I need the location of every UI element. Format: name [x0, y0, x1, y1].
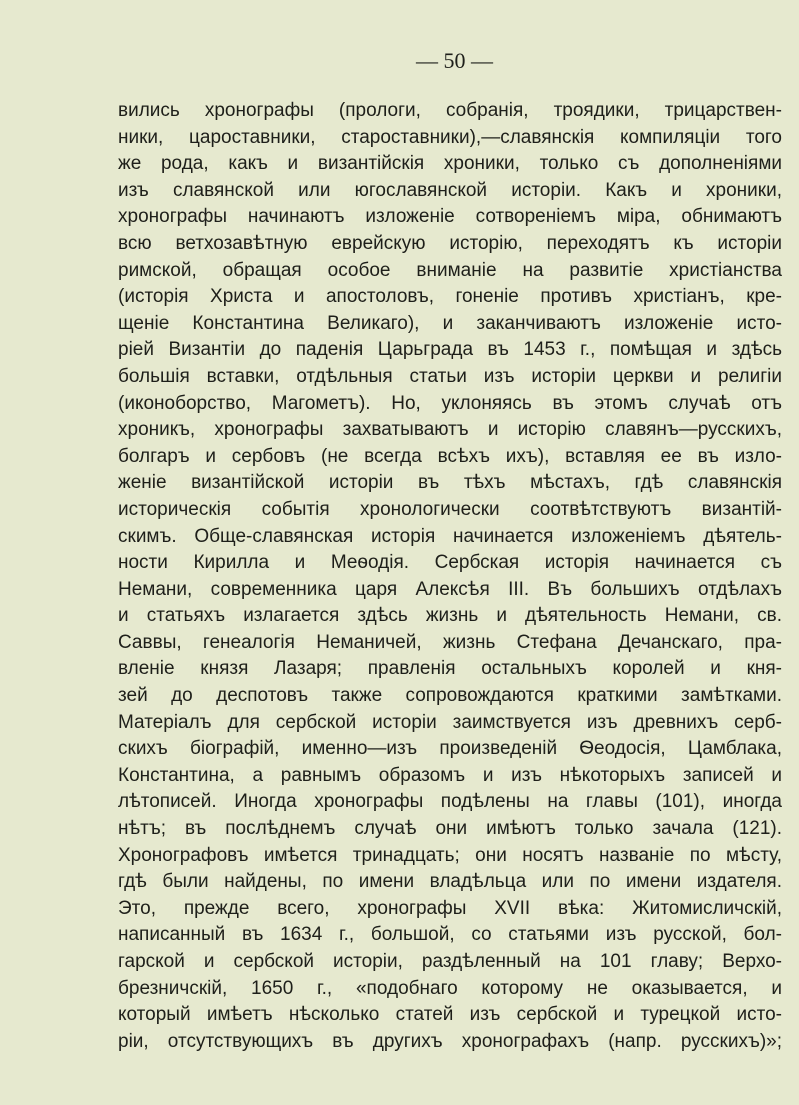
text-line: скимъ. Обще-славянская исторія начинается изложеніемъ дѣятель-: [118, 525, 782, 547]
text-line: же рода, какъ и византійскія хроники, только съ дополненіями: [118, 153, 782, 175]
text-line: вленіе князя Лазаря; правленія остальныхъ королей и кня-: [118, 658, 782, 680]
text-line: хронографы начинаютъ изложеніе сотвореніемъ міра, обнимаютъ: [118, 206, 782, 228]
text-line: вились хронографы (прологи, собранія, троядики, трицарствен-: [118, 100, 782, 121]
text-line: (исторія Христа и апостоловъ, гоненіе противъ христіанъ, кре-: [118, 286, 782, 308]
text-line: ники, цароставники, староставники),—славянскія компиляціи того: [118, 126, 782, 148]
text-line: болгаръ и сербовъ (не всегда всѣхъ ихъ), вставляя ее въ изло-: [118, 445, 782, 467]
text-line: историческія событія хронологически соотвѣтствуютъ византій-: [118, 498, 782, 520]
text-line: лѣтописей. Иногда хронографы подѣлены на главы (101), иногда: [118, 791, 782, 813]
page-number: — 50 —: [416, 48, 493, 73]
text-line: гдѣ были найдены, по имени владѣльца или по имени издателя.: [118, 871, 782, 893]
text-line: большія вставки, отдѣльныя статьи изъ исторіи церкви и религіи: [118, 365, 782, 387]
text-line: Это, прежде всего, хронографы XVII вѣка: Житомисличскій,: [118, 897, 782, 919]
text-line: Матеріалъ для сербской исторіи заимствуется изъ древнихъ серб-: [118, 711, 782, 733]
text-line: ріи, отсутствующихъ въ другихъ хронографахъ (напр. русскихъ)»;: [118, 1030, 782, 1052]
text-line: Саввы, генеалогія Неманичей, жизнь Стефана Дечанскаго, пра-: [118, 631, 782, 653]
text-line: который имѣетъ нѣсколько статей изъ сербской и турецкой исто-: [118, 1004, 782, 1026]
text-line: гарской и сербской исторіи, раздѣленный на 101 главу; Верхо-: [118, 951, 782, 972]
body-text: [118, 98, 782, 1055]
text-line: Немани, современника царя Алексѣя III. Въ большихъ отдѣлахъ: [118, 578, 782, 600]
text-line: Хронографовъ имѣется тринадцать; они носятъ названіе по мѣсту,: [118, 844, 782, 866]
text-line: щеніе Константина Великаго), и заканчиваютъ изложеніе исто-: [118, 312, 782, 334]
text-line: римской, обращая особое вниманіе на развитіе христіанства: [118, 259, 782, 281]
text-line: ности Кирилла и Меѳодія. Сербская исторія начинается съ: [118, 552, 782, 574]
text-line: (иконоборство, Магометъ). Но, уклоняясь въ этомъ случаѣ отъ: [118, 392, 782, 414]
text-line: и статьяхъ излагается здѣсь жизнь и дѣятельность Немани, св.: [118, 605, 782, 627]
text-line: зей до деспотовъ также сопровождаются краткими замѣтками.: [118, 685, 782, 707]
text-line: написанный въ 1634 г., большой, со статьями изъ русской, бол-: [118, 924, 782, 946]
text-line: изъ славянской или югославянской исторіи. Какъ и хроники,: [118, 179, 782, 201]
text-line: скихъ біографій, именно—изъ произведеній Ѳеодосія, Цамблака,: [118, 738, 782, 760]
text-line: хроникъ, хронографы захватываютъ и исторію славянъ—русскихъ,: [118, 419, 782, 441]
text-line: нѣтъ; въ послѣднемъ случаѣ они имѣютъ только зачала (121).: [118, 818, 782, 840]
text-line: женіе византійской исторіи въ тѣхъ мѣстахъ, гдѣ славянскія: [118, 472, 782, 494]
text-line: всю ветхозавѣтную еврейскую исторію, переходятъ къ исторіи: [118, 232, 782, 254]
text-line: Константина, а равнымъ образомъ и изъ нѣкоторыхъ записей и: [118, 764, 782, 786]
text-line: брезничскій, 1650 г., «подобнаго которому не оказывается, и: [118, 977, 782, 999]
text-line: ріей Византіи до паденія Царьграда въ 1453 г., помѣщая и здѣсь: [118, 339, 782, 361]
